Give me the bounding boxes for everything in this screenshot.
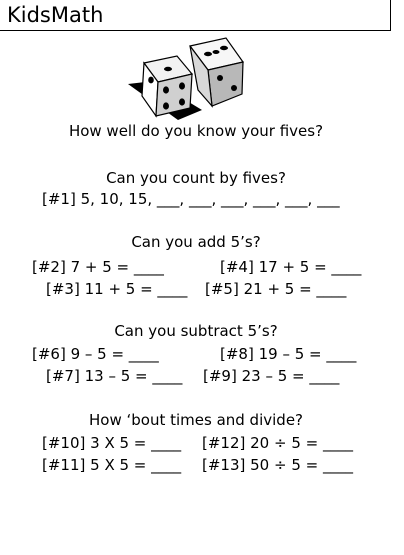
problem-10: [#10] 3 X 5 = ____: [42, 434, 182, 452]
problem-3: [#3] 11 + 5 = ____: [46, 280, 188, 298]
site-brand: KidsMath: [7, 3, 104, 27]
section-heading-count: Can you count by fives?: [106, 169, 286, 187]
problem-1: [#1] 5, 10, 15, ___, ___, ___, ___, ___, ___: [42, 190, 340, 208]
problem-4: [#4] 17 + 5 = ____: [220, 258, 362, 276]
problem-6: [#6] 9 – 5 = ____: [32, 345, 159, 363]
problem-8: [#8] 19 – 5 = ____: [220, 345, 357, 363]
problem-9: [#9] 23 – 5 = ____: [203, 367, 340, 385]
intro-question: How well do you know your fives?: [68, 122, 324, 140]
problem-5: [#5] 21 + 5 = ____: [205, 280, 347, 298]
problem-13: [#13] 50 ÷ 5 = ____: [202, 456, 353, 474]
header-bar: [0, 0, 391, 31]
problem-11: [#11] 5 X 5 = ____: [42, 456, 182, 474]
section-heading-times-divide: How ‘bout times and divide?: [88, 411, 304, 429]
dice-icon: [120, 36, 244, 122]
problem-12: [#12] 20 ÷ 5 = ____: [202, 434, 353, 452]
problem-7: [#7] 13 – 5 = ____: [46, 367, 183, 385]
section-heading-subtract: Can you subtract 5’s?: [114, 322, 278, 340]
problem-2: [#2] 7 + 5 = ____: [32, 258, 164, 276]
section-heading-add: Can you add 5’s?: [131, 233, 261, 251]
